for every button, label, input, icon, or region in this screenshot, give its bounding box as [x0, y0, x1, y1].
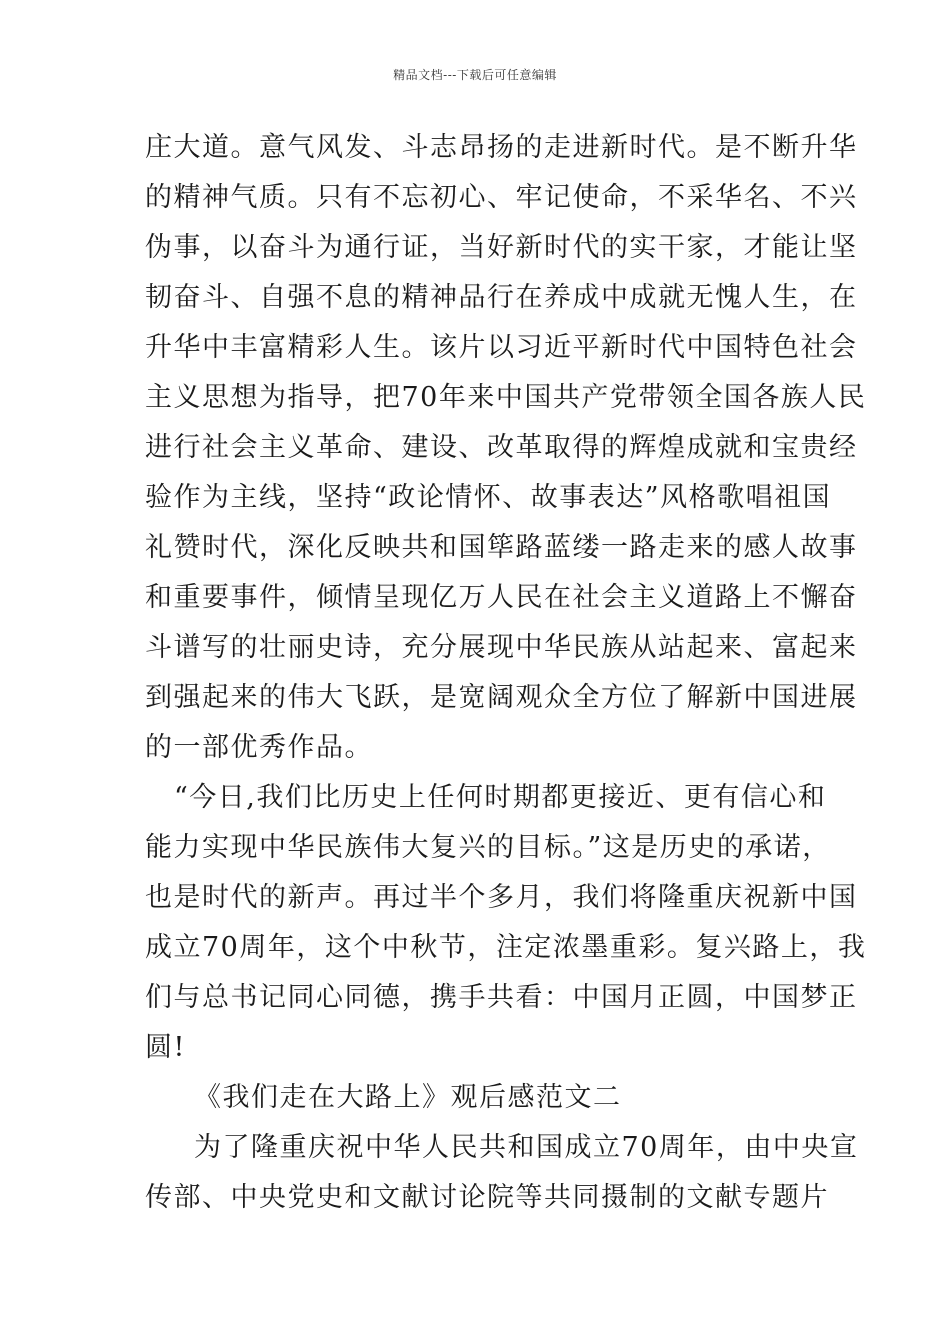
text-line: 验作为主线，坚持“政论情怀、故事表达”风格歌唱祖国 — [145, 482, 832, 513]
text-line: 的精神气质。只有不忘初心、牢记使命，不采华名、不兴 — [145, 182, 858, 213]
text-line: “今日,我们比历史上任何时期都更接近、更有信心和 — [174, 782, 827, 813]
text-line: 到强起来的伟大飞跃，是宽阔观众全方位了解新中国进展 — [145, 682, 858, 713]
text-line: 斗谱写的壮丽史诗，充分展现中华民族从站起来、富起来 — [145, 632, 858, 663]
section-title: 《我们走在大路上》观后感范文二 — [194, 1082, 622, 1113]
text-line: 主义思想为指导，把70年来中国共产党带领全国各族人民 — [145, 382, 867, 413]
text-line: 庄大道。意气风发、斗志昂扬的走进新时代。是不断升华 — [145, 132, 858, 163]
text-line: 伪事，以奋斗为通行证，当好新时代的实干家，才能让坚 — [145, 232, 858, 263]
text-line: 圆! — [145, 1032, 186, 1063]
text-line: 进行社会主义革命、建设、改革取得的辉煌成就和宝贵经 — [145, 432, 858, 463]
text-line: 也是时代的新声。再过半个多月，我们将隆重庆祝新中国 — [145, 882, 858, 913]
text-line: 韧奋斗、自强不息的精神品行在养成中成就无愧人生，在 — [145, 282, 858, 313]
text-line: 升华中丰富精彩人生。该片以习近平新时代中国特色社会 — [145, 332, 858, 363]
text-line: 成立70周年，这个中秋节，注定浓墨重彩。复兴路上，我 — [145, 932, 867, 963]
text-line: 能力实现中华民族伟大复兴的目标。”这是历史的承诺， — [145, 832, 831, 863]
text-line: 礼赞时代，深化反映共和国筚路蓝缕一路走来的感人故事 — [145, 532, 858, 563]
text-line: 传部、中央党史和文献讨论院等共同摄制的文献专题片 — [145, 1182, 829, 1213]
text-line: 们与总书记同心同德，携手共看：中国月正圆，中国梦正 — [145, 982, 858, 1013]
text-line: 和重要事件，倾情呈现亿万人民在社会主义道路上不懈奋 — [145, 582, 858, 613]
text-line: 的一部优秀作品。 — [145, 732, 373, 763]
page-header: 精品文档---下载后可任意编辑 — [393, 68, 557, 82]
text-line: 为了隆重庆祝中华人民共和国成立70周年，由中央宣 — [194, 1132, 859, 1163]
